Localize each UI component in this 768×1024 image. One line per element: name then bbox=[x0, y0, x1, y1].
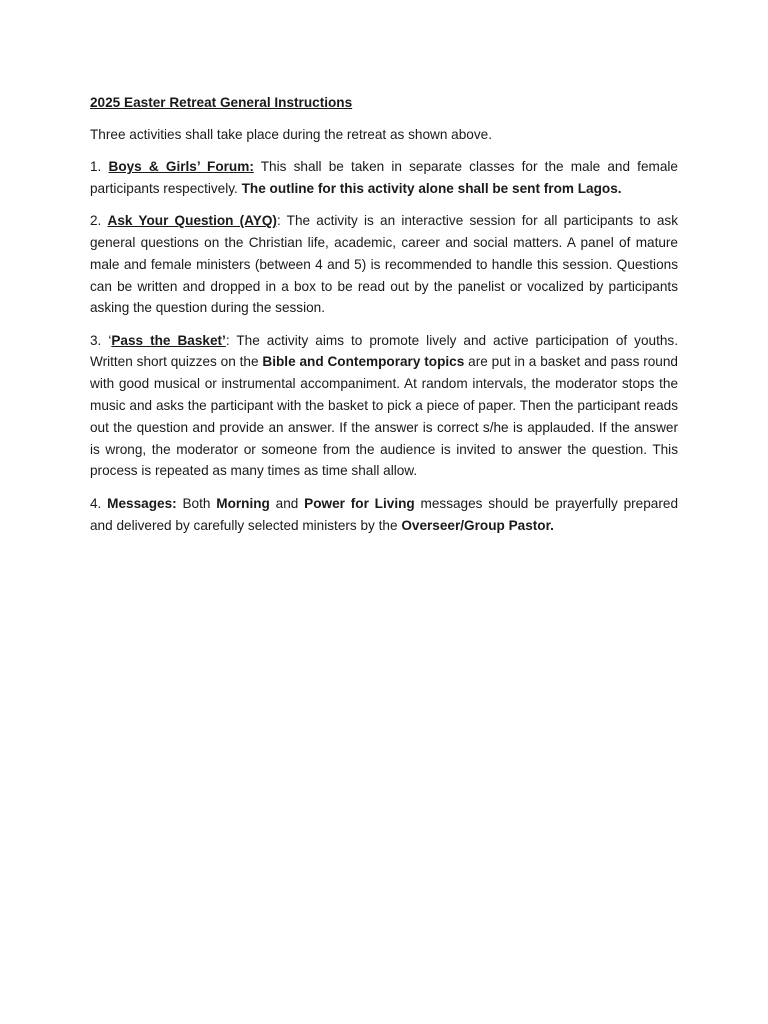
item-heading: Pass the Basket’ bbox=[111, 332, 226, 348]
item-text: messages should be prayerfully prepared and delivered by carefully selected ministers by the bbox=[90, 495, 678, 533]
item-bold-text: Bible and Contemporary topics bbox=[262, 354, 465, 370]
item-number: 2. bbox=[90, 213, 108, 229]
item-bold-text: Power for Living bbox=[304, 495, 415, 511]
item-heading: Boys & Girls’ Forum: bbox=[108, 159, 254, 175]
item-heading: Ask Your Question (AYQ) bbox=[107, 213, 277, 229]
item-messages bbox=[90, 493, 678, 537]
item-number: 1. bbox=[90, 159, 109, 175]
item-pass-the-basket bbox=[90, 330, 678, 483]
item-text: and bbox=[269, 495, 305, 511]
item-heading: Messages: bbox=[107, 495, 177, 511]
intro-paragraph: Three activities shall take place during the retreat as shown above. bbox=[90, 126, 492, 142]
item-bold-text: Overseer/Group Pastor. bbox=[401, 517, 554, 533]
item-text: Both bbox=[176, 495, 217, 511]
item-bold-text: The outline for this activity alone shall be sent from Lagos. bbox=[241, 180, 622, 196]
item-text: This shall be taken in separate classes for the male and female participants respectively. bbox=[90, 159, 678, 196]
item-number: 4. bbox=[90, 495, 108, 511]
document-page bbox=[90, 92, 678, 547]
item-text: are put in a basket and pass round with good musical or instrumental accompaniment. At random intervals, the moderator stops the music and asks the participant with the basket to pick a piece of paper. Then the participant reads out the question and provide an answer. If the answer is correct s/he is applauded. If the answer is wrong, the moderator or someone from the audience is invited to answer the question. This process is repeated as many times as time shall allow. bbox=[90, 354, 678, 479]
document-title: 2025 Easter Retreat General Instructions bbox=[90, 95, 353, 110]
item-text: : The activity is an interactive session for all participants to ask general questions on the Christian life, academic, career and social matters. A panel of mature male and female ministers (between 4 and 5) is recommended to handle this session. Questions can be written and dropped in a box to be read out by the panelist or vocalized by participants asking the question during the session. bbox=[90, 213, 678, 316]
item-text: : The activity aims to promote lively and active participation of youths. Written short quizzes on the bbox=[90, 332, 678, 370]
item-number: 3. ‘ bbox=[90, 332, 112, 348]
item-ask-your-question bbox=[90, 210, 678, 319]
item-bold-text: Morning bbox=[216, 495, 270, 511]
item-boys-girls-forum bbox=[90, 156, 678, 200]
